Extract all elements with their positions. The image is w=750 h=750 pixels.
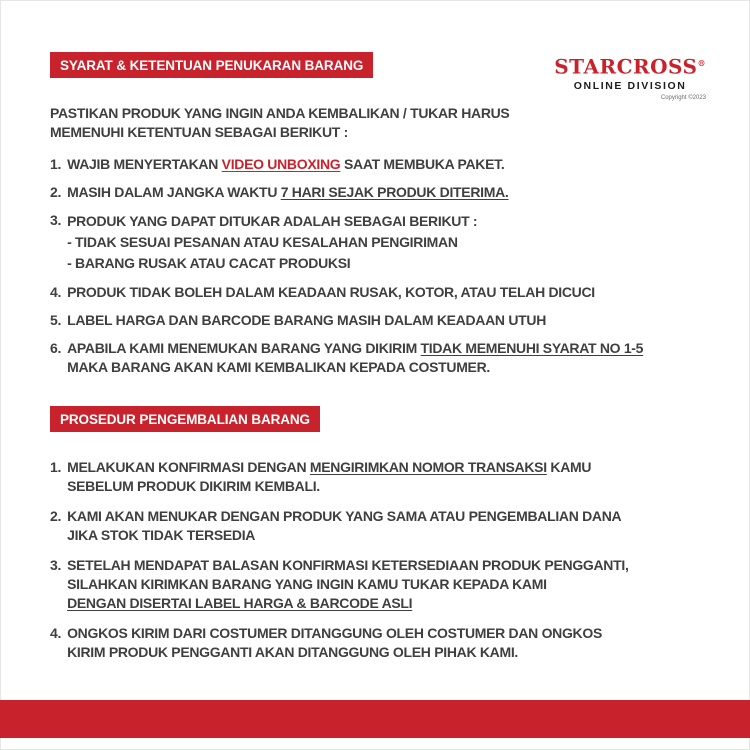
item-number: 4. xyxy=(50,284,62,300)
text-line-2: KIRIM PRODUK PENGGANTI AKAN DITANGGUNG OLEH PIHAK KAMI. xyxy=(67,644,519,660)
terms-item-2 xyxy=(50,183,670,202)
item-number: 2. xyxy=(50,508,62,524)
text-segment: MASIH DALAM JANGKA WAKTU xyxy=(67,184,281,200)
text-line-1: KAMI AKAN MENUKAR DENGAN PRODUK YANG SAMA ATAU PENGEMBALIAN DANA xyxy=(67,508,622,524)
terms-list xyxy=(50,155,670,377)
terms-item-1 xyxy=(50,155,670,174)
item-number: 1. xyxy=(50,459,62,475)
item-text xyxy=(67,556,670,613)
intro-line-1: PASTIKAN PRODUK YANG INGIN ANDA KEMBALIKAN / TUKAR HARUS xyxy=(50,105,510,121)
brand-division: ONLINE DIVISION xyxy=(573,79,687,92)
sub-item-1: - TIDAK SESUAI PESANAN ATAU KESALAHAN PENGIRIMAN xyxy=(67,234,458,250)
text-line-2: SILAHKAN KIRIMKAN BARANG YANG INGIN KAMU TUKAR KEPADA KAMI xyxy=(67,576,547,592)
terms-item-5 xyxy=(50,311,670,330)
brand-copyright: Copyright ©2023 xyxy=(660,94,706,101)
item-number: 3. xyxy=(50,557,62,573)
intro-line-2: MEMENUHI KETENTUAN SEBAGAI BERIKUT : xyxy=(50,124,348,140)
item-text xyxy=(67,211,670,274)
text-line-1: ONGKOS KIRIM DARI COSTUMER DITANGGUNG OLEH COSTUMER DAN ONGKOS xyxy=(67,625,602,641)
text-line-2: SEBELUM PRODUK DIKIRIM KEMBALI. xyxy=(67,478,320,494)
item-text: LABEL HARGA DAN BARCODE BARANG MASIH DALAM KEADAAN UTUH xyxy=(67,312,547,328)
section1-banner: SYARAT & KETENTUAN PENUKARAN BARANG xyxy=(50,52,373,78)
procedure-item-3 xyxy=(50,556,670,613)
item-number: 5. xyxy=(50,312,62,328)
text-segment: APABILA KAMI MENEMUKAN BARANG YANG DIKIRIM xyxy=(67,340,421,356)
brand-name-text: STARCROSS xyxy=(554,54,698,79)
footer-red-bar xyxy=(0,700,750,738)
procedure-item-1 xyxy=(50,458,670,496)
item-text xyxy=(67,624,670,662)
item-number: 3. xyxy=(50,212,62,228)
section2-banner: PROSEDUR PENGEMBALIAN BARANG xyxy=(50,406,320,432)
item-number: 2. xyxy=(50,184,62,200)
underlined-segment: MENGIRIMKAN NOMOR TRANSAKSI xyxy=(309,459,547,475)
item-number: 1. xyxy=(50,156,62,172)
text-line-2: JIKA STOK TIDAK TERSEDIA xyxy=(67,527,256,543)
underlined-segment: 7 HARI SEJAK PRODUK DITERIMA. xyxy=(280,184,509,200)
text-line-2: MAKA BARANG AKAN KAMI KEMBALIKAN KEPADA COSTUMER. xyxy=(67,359,490,375)
registered-trademark-symbol: ® xyxy=(697,58,706,68)
text-segment: SAAT MEMBUKA PAKET. xyxy=(340,156,505,172)
terms-item-4 xyxy=(50,283,670,302)
item-text xyxy=(67,507,670,545)
underlined-segment: TIDAK MEMENUHI SYARAT NO 1-5 xyxy=(420,340,644,356)
procedure-list xyxy=(50,458,670,662)
item-text xyxy=(67,458,670,496)
item-text xyxy=(67,155,670,174)
sub-list xyxy=(67,232,670,274)
underlined-line-3: DENGAN DISERTAI LABEL HARGA & BARCODE ASLI xyxy=(67,595,413,611)
item-number: 6. xyxy=(50,340,62,356)
sub-item-2: - BARANG RUSAK ATAU CACAT PRODUKSI xyxy=(67,255,351,271)
text-segment: KAMU xyxy=(546,459,592,475)
text-segment: MELAKUKAN KONFIRMASI DENGAN xyxy=(67,459,310,475)
text-segment: WAJIB MENYERTAKAN xyxy=(67,156,222,172)
highlight-video-unboxing: VIDEO UNBOXING xyxy=(221,156,341,172)
text-segment: PRODUK YANG DAPAT DITUKAR ADALAH SEBAGAI BERIKUT : xyxy=(67,213,478,229)
procedure-item-2 xyxy=(50,507,670,545)
item-text xyxy=(67,183,670,202)
procedure-item-4 xyxy=(50,624,670,662)
text-line-1: SETELAH MENDAPAT BALASAN KONFIRMASI KETERSEDIAAN PRODUK PENGGANTI, xyxy=(67,557,629,573)
terms-item-6 xyxy=(50,339,670,377)
item-number: 4. xyxy=(50,625,62,641)
intro-paragraph xyxy=(50,104,670,142)
document-body xyxy=(50,52,670,673)
item-text xyxy=(67,339,670,377)
terms-item-3 xyxy=(50,211,670,274)
item-text: PRODUK TIDAK BOLEH DALAM KEADAAN RUSAK, KOTOR, ATAU TELAH DICUCI xyxy=(67,284,595,300)
